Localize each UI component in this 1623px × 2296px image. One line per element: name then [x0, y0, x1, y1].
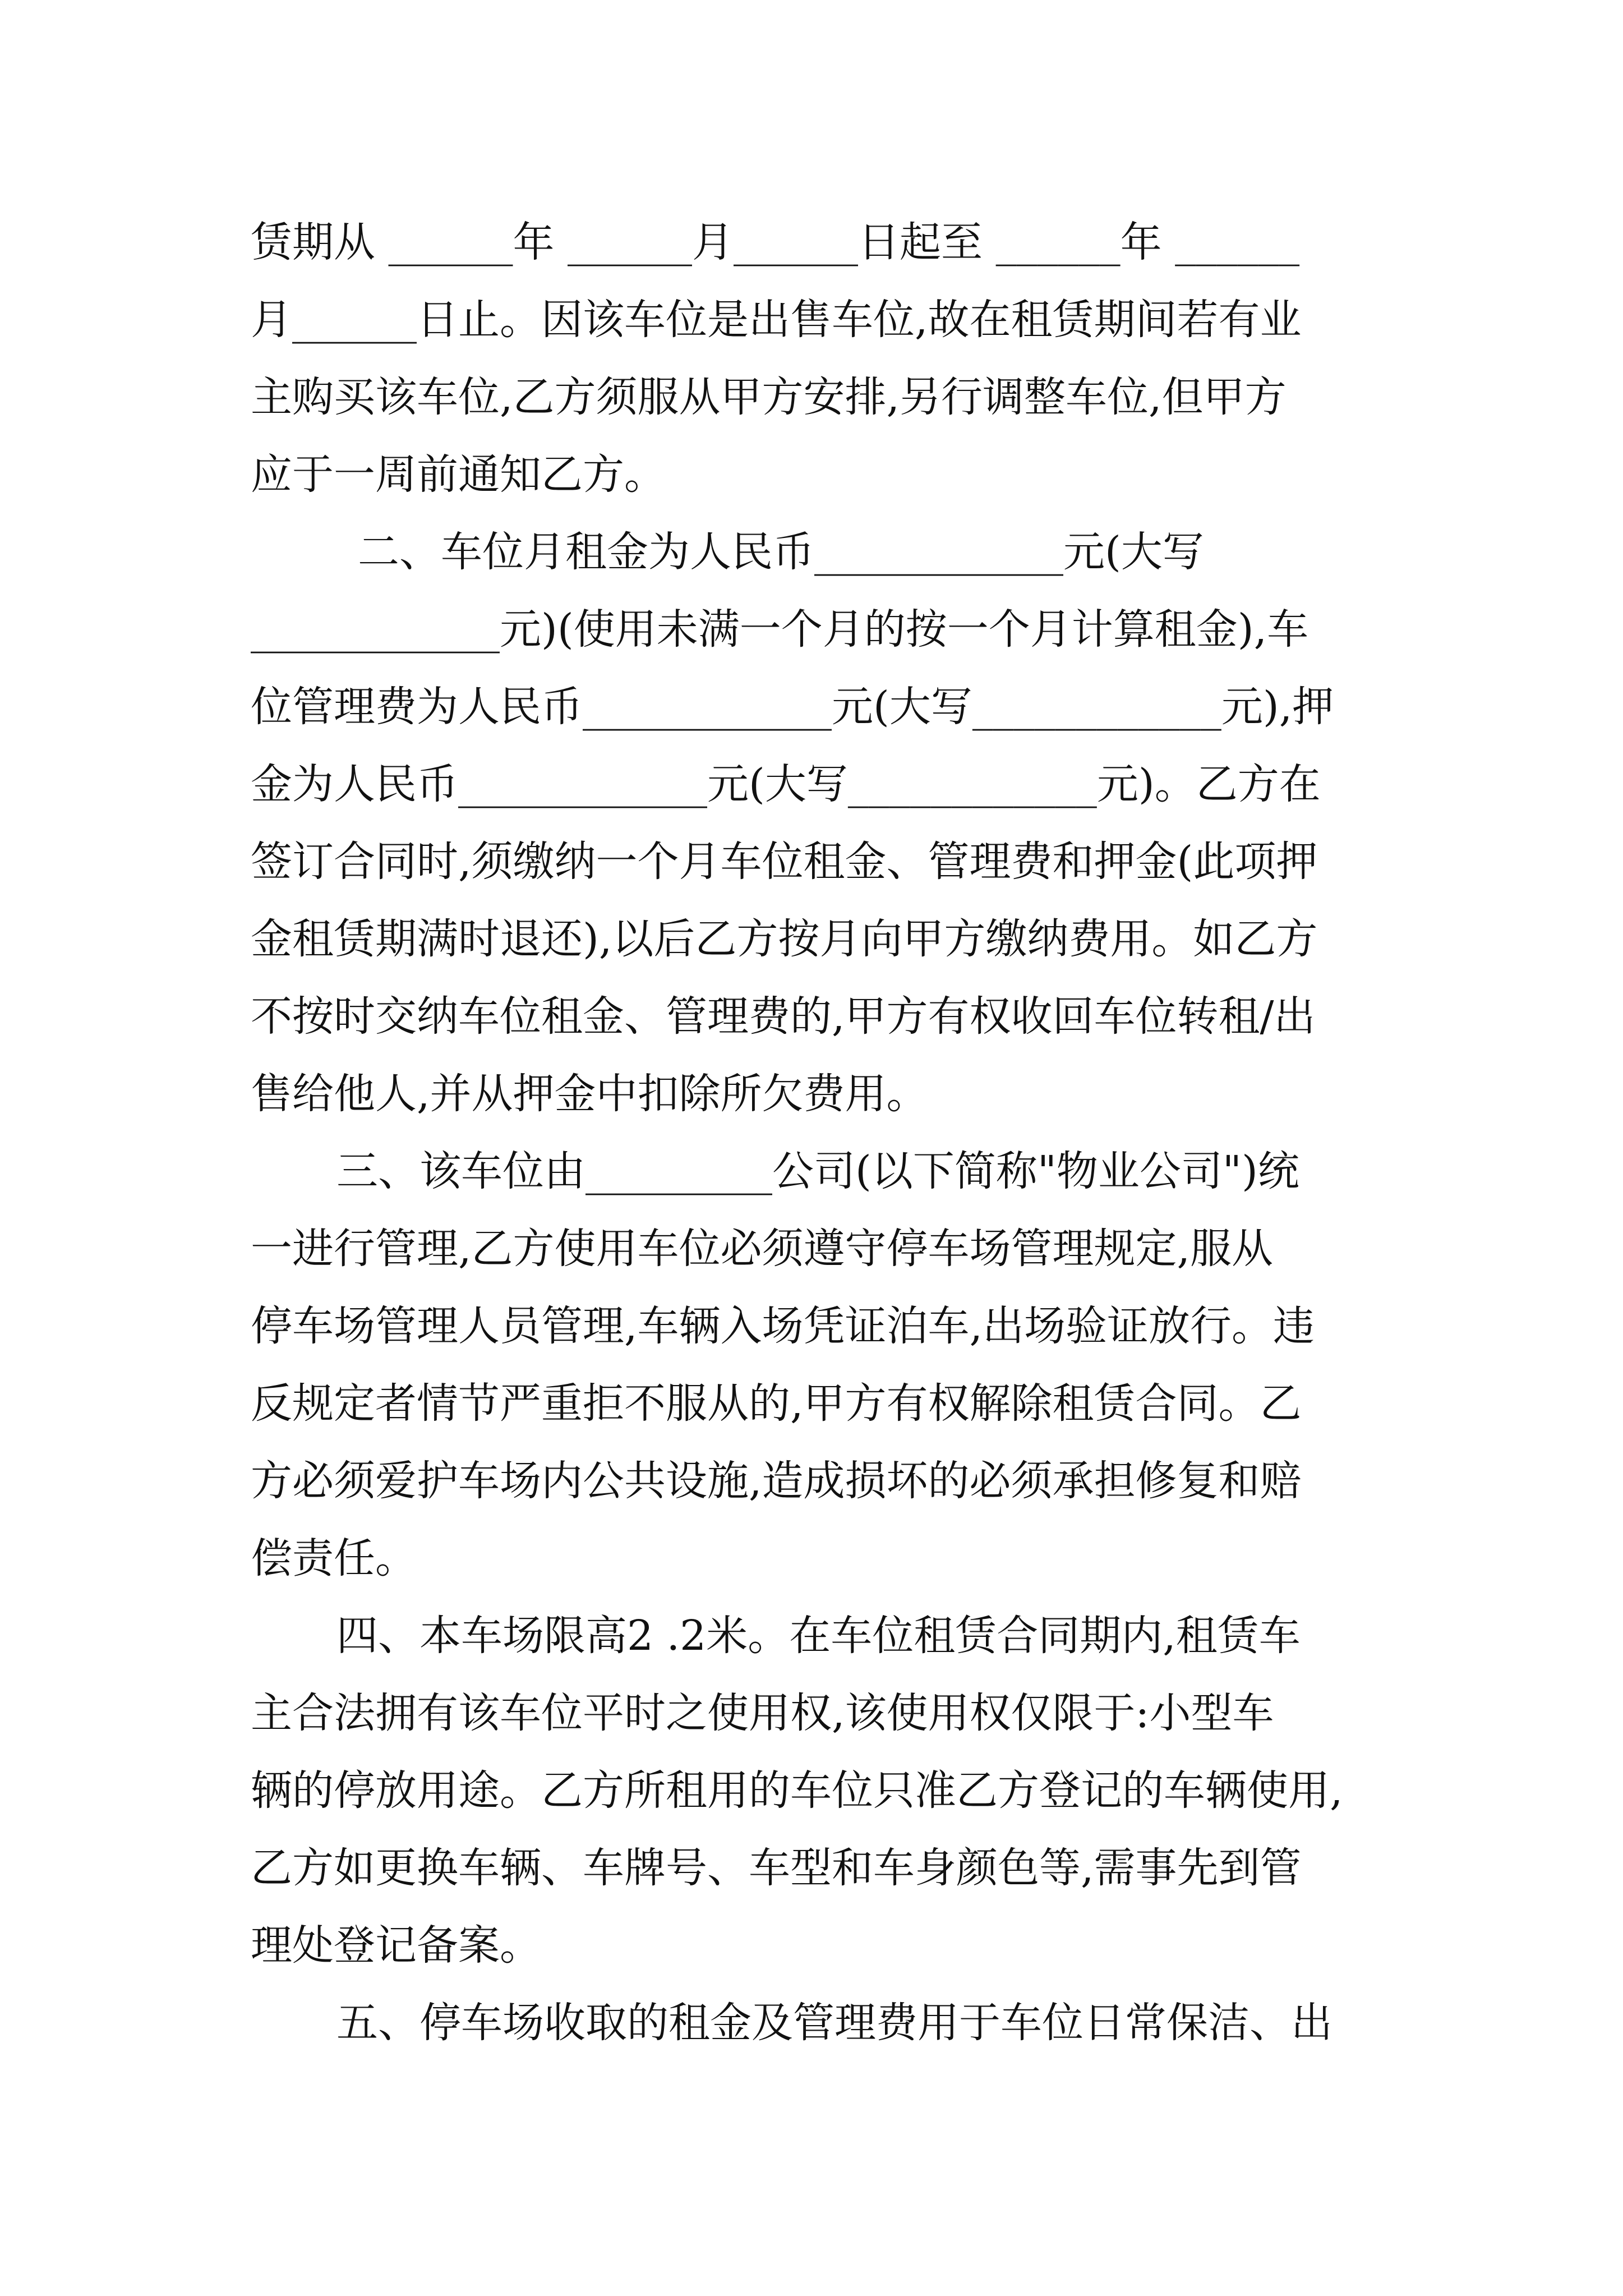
- text-line: 主购买该车位,乙方须服从甲方安排,另行调整车位,但甲方: [251, 373, 1287, 421]
- text-line: 辆的停放用途。乙方所租用的车位只准乙方登记的车辆使用,: [251, 1766, 1343, 1815]
- text-line: 位管理费为人民币____________元(大写____________元),押: [251, 683, 1334, 731]
- text-line: 主合法拥有该车位平时之使用权,该使用权仅限于:小型车: [251, 1689, 1274, 1737]
- text-line: 停车场管理人员管理,车辆入场凭证泊车,出场验证放行。违: [251, 1302, 1315, 1350]
- text-line: 月______日止。因该车位是出售车位,故在租赁期间若有业: [251, 296, 1302, 344]
- text-line: 反规定者情节严重拒不服从的,甲方有权解除租赁合同。乙: [251, 1379, 1302, 1428]
- text-line: 金租赁期满时退还),以后乙方按月向甲方缴纳费用。如乙方: [251, 915, 1318, 963]
- paragraph-3-first-line: 三、该车位由_________公司(以下简称"物业公司")统: [336, 1147, 1299, 1195]
- text-line: 金为人民币____________元(大写____________元)。乙方在: [251, 760, 1321, 808]
- text-line: 方必须爱护车场内公共设施,造成损坏的必须承担修复和赔: [251, 1457, 1302, 1505]
- text-line: 签订合同时,须缴纳一个月车位租金、管理费和押金(此项押: [251, 838, 1318, 886]
- paragraph-2-first-line: 二、车位月租金为人民币____________元(大写: [358, 528, 1204, 576]
- text-line: 乙方如更换车辆、车牌号、车型和车身颜色等,需事先到管: [251, 1844, 1302, 1892]
- paragraph-5-first-line: 五、停车场收取的租金及管理费用于车位日常保洁、出: [336, 1999, 1332, 2047]
- text-line: 赁期从 ______年 ______月______日起至 ______年 ______: [251, 218, 1300, 266]
- text-line: ____________元)(使用未满一个月的按一个月计算租金),车: [251, 605, 1309, 654]
- text-line: 售给他人,并从押金中扣除所欠费用。: [251, 1070, 928, 1118]
- text-line: 不按时交纳车位租金、管理费的,甲方有权收回车位转租/出: [251, 992, 1316, 1041]
- paragraph-4-first-line: 四、本车场限高2 .2米。在车位租赁合同期内,租赁车: [336, 1612, 1301, 1660]
- text-line: 应于一周前通知乙方。: [251, 450, 666, 499]
- text-line: 理处登记备案。: [251, 1921, 541, 1970]
- text-line: 一进行管理,乙方使用车位必须遵守停车场管理规定,服从: [251, 1225, 1274, 1273]
- text-line: 偿责任。: [251, 1534, 417, 1582]
